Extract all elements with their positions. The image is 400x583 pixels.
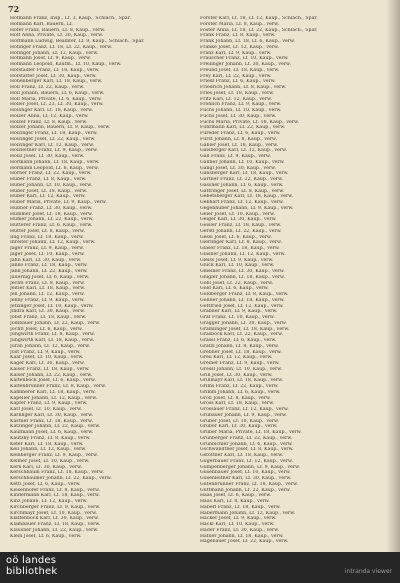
directory-entry: Gierlinger Karl, Lf. 8, Kaup., verw.	[200, 240, 282, 246]
directory-entry: Hörmann Johann, Lf. 18, Kaup., verw.	[10, 159, 100, 165]
directory-entry: Jeitler Karl, Lf. 18, Kaup., verw.	[10, 286, 86, 292]
directory-entry: Karl Josef, Lf. 10, Kaup., verw.	[10, 407, 83, 412]
directory-entry: Klausner Johann, Lf. 22, Kaup., verw.	[10, 527, 99, 533]
directory-entry: Gartner Franz, Lf. 22, Kaup., verw.	[200, 177, 284, 182]
directory-entry: Holzleitner Franz, Lf. 9, Kaup., verw.	[10, 148, 98, 154]
directory-entry: Frey Karl, Lf. 22, Kaup., verw.	[200, 73, 272, 79]
directory-entry: Gusenleitner Karl, Lf. 30, Kaup., verw.	[200, 476, 292, 481]
directory-entry: Jodlbauer Johann, Lf. 22, Kaup., verw.	[10, 320, 101, 326]
directory-entry: Jobst Franz, Lf. 18, Kaup., verw.	[10, 315, 87, 320]
directory-entry: Hofinger Franz, Lf. 18, Lf. 22, Kaup., verw.	[10, 44, 113, 50]
directory-entry: Holl Franz, Lf. 22, Kaup., verw.	[10, 85, 85, 90]
directory-entry: Hofmann Leopold, Kaufm., Lf. 10, Kaup., verw.	[10, 62, 122, 67]
directory-entry: Kammerer Karl, Lf. 18, Kaup., verw.	[10, 389, 96, 395]
directory-entry: Grill Josef, Lf. 30, Kaup., verw.	[200, 372, 273, 378]
directory-entry: Gruber Josef, Lf. 10, Kaup., verw.	[200, 418, 280, 424]
directory-entry: Göbl Josef, Lf. 22, Kaup., verw.	[200, 280, 274, 286]
directory-entry: Grillmayr Karl, Lf. 18, Kaup., verw.	[200, 378, 284, 384]
directory-entry: Keil Johann, Lf. 12, Kaup., verw.	[10, 447, 87, 453]
directory-entry: Kiesenhofer Franz, Lf. 8, Kaup., verw.	[10, 487, 100, 493]
directory-entry: Gerstl Johann, Lf. 22, Kaup., verw.	[200, 228, 282, 234]
directory-entry: Huber Josef, Lf. 18, Kaup., verw.	[10, 188, 88, 194]
logo-line-1: oö landes	[6, 555, 57, 566]
directory-entry: Holzinger Franz, Lf. 18, Kaup., verw.	[10, 131, 98, 136]
directory-entry: Guttmann Johann, Lf. 22, Kaup., verw.	[200, 487, 291, 493]
directory-entry: Hofmann Karl, Bauern, Lf.	[10, 21, 73, 27]
directory-entry: Kapeller Johann, Lf. 12, Kaup., verw.	[10, 395, 98, 401]
directory-entry: Kapfer Franz, Lf. 9, Kaup., verw.	[10, 401, 88, 407]
directory-entry: Huber Franz, Lf. 8, Kaup., verw.	[10, 177, 87, 182]
library-logo[interactable]	[6, 555, 86, 577]
directory-entry: Hummer Josef, Lf. 18, Kaup., verw.	[10, 211, 93, 217]
directory-entry: Kettl Josef, Lf. 6, Kaup., verw.	[10, 481, 81, 487]
directory-entry: Fries Josef, Lf. 18, Kaup., verw.	[200, 90, 275, 96]
directory-entry: Kirchberger Franz, Lf. 9, Kaup., verw.	[10, 504, 101, 510]
directory-entry: Kager Karl, Lf. 30, Kaup., verw.	[10, 361, 85, 366]
directory-entry: Hörmann Leopold, Lf. 6, Kaup., verw.	[10, 165, 99, 171]
directory-entry: Grebner Josef, Lf. 18, Kaup., verw.	[200, 349, 282, 355]
directory-entry: Frank Franz, Lf. 8, Kaup., verw.	[200, 33, 276, 39]
directory-entry: Greil Karl, Lf. 12, Kaup., verw.	[200, 355, 273, 361]
directory-entry: Geisler Franz, Lf. 18, Kaup., verw.	[200, 223, 282, 228]
directory-entry: Frank Johann, Lf. 18, Lf. 6, Kaup., verw.	[200, 39, 295, 44]
directory-entry: Glaser Franz, Lf. 18, Kaup., verw.	[200, 246, 280, 251]
directory-entry: Hofmann Josef, Lf. 9, Kaup., verw.	[10, 56, 91, 62]
directory-entry: Graf Franz, Lf. 10, Kaup., verw.	[200, 315, 275, 320]
directory-entry: Kaltenbrunner Franz, Lf. 8, Kaup., verw.	[10, 384, 107, 389]
directory-entry: Geiger Karl, Lf. 30, Kaup., verw.	[200, 217, 277, 223]
directory-entry: Grünbichler Johann, Lf. 6, Kaup., verw.	[200, 441, 293, 447]
directory-entry: Hofstätter Josef, Lf. 30, Kaup., verw.	[10, 73, 97, 79]
directory-entry: Holzinger Josef, Lf. 22, Kaup., verw.	[10, 136, 96, 142]
directory-entry: Grossauer Franz, Lf. 12, Kaup., verw.	[200, 407, 289, 412]
directory-entry: Foster Anna, Lf. 18, Lf. 22, Kaup., Schlach., Spar.	[200, 27, 318, 33]
directory-entry: Holler Josef, Lf. 23, Lf. 30, Kaup., verw.	[10, 102, 104, 108]
directory-entry: Hagenauer Josef, Lf. 22, Kaup., verw.	[200, 539, 289, 545]
logo-line-2: bibliothek	[6, 566, 58, 577]
directory-entry: Holzer Franz, Lf. 8, Kaup., verw.	[10, 119, 88, 125]
directory-entry: Kastner Franz, Lf. 18, Kaup., verw.	[10, 418, 93, 424]
directory-entry: Jäger Josef, Lf. 10, Kaup., verw.	[10, 251, 85, 257]
directory-entry: Gollner Johann, Lf. 18, Kaup., verw.	[200, 297, 285, 303]
left-column	[10, 16, 188, 539]
directory-entry: Franz Karl, Lf. 9, Kaup., verw.	[200, 50, 272, 56]
directory-entry: Fürst Johann, Lf. 8, Kaup., verw.	[200, 136, 277, 142]
directory-entry: Haberl Franz, Lf. 18, Kaup., verw.	[200, 504, 281, 510]
directory-entry: Gross Karl, Lf. 18, Kaup., verw.	[200, 401, 275, 407]
directory-entry: Freund Josef, Lf. 18, Kaup., verw.	[200, 67, 280, 73]
directory-entry: Kerschbaum Franz, Lf. 18, Kaup., verw.	[10, 470, 104, 476]
directory-entry: Grünberger Franz, Lf. 22, Kaup., verw.	[200, 435, 293, 441]
directory-entry: Kefer Karl, Lf. 18, Kaup., verw.	[10, 441, 84, 447]
directory-entry: Holzer Johann, Bauern, Lf. 9, Kaup., verw.	[10, 125, 111, 131]
directory-entry: Hutter Josef, Lf. 8, Kaup., verw.	[10, 228, 85, 234]
directory-entry: Keinberger Franz, Lf. 9, Kaup., verw.	[10, 453, 99, 458]
directory-entry: Holl Johann, Bauern, Lf. 6, Kaup., verw.	[10, 90, 105, 96]
directory-entry: Holzinger Karl, Lf. 12, Kaup., verw.	[10, 142, 95, 148]
directory-entry: Fröhlich Franz, Lf. 9, Kaup., verw.	[200, 102, 282, 108]
directory-entry: Fuchs Maria, Private, Lf. 18, Kaup., verw.	[200, 119, 300, 125]
directory-entry: Gold Karl, Lf. 6, Kaup., verw.	[200, 286, 269, 292]
directory-entry: Gansberger Karl, Lf. 18, Kaup., verw.	[200, 171, 289, 177]
directory-entry: Friedrich Johann, Lf. 8, Kaup., verw.	[200, 85, 287, 90]
directory-entry: Gessl Josef, Lf. 6, Kaup., verw.	[200, 234, 272, 240]
directory-entry: Gutenbrunner Franz, Lf. 18, Kaup., verw.	[200, 481, 299, 487]
directory-entry: Hutterer Franz, Lf. 6, Kaup., verw.	[10, 223, 93, 228]
directory-entry: Karlinger Karl, Lf. 30, Kaup., verw.	[10, 412, 94, 418]
directory-entry: Hörner Franz, Lf. 22, Kaup., verw.	[10, 171, 92, 177]
directory-entry: Jetzinger Josef, Lf. 10, Kaup., verw.	[10, 303, 94, 309]
directory-entry: Gmeiner Franz, Lf. 30, Kaup., verw.	[200, 269, 285, 274]
directory-entry: Kaiser Johann, Lf. 22, Kaup., verw.	[10, 372, 93, 378]
directory-entry: Gragger Johann, Lf. 30, Kaup., verw.	[200, 320, 287, 326]
directory-entry: Jauernig Josef, Lf. 6, Kaup., verw.	[10, 274, 90, 280]
directory-entry: Kindermann Karl, Lf. 18, Kaup., verw.	[10, 493, 100, 499]
directory-entry: Gangl Josef, Lf. 30, Kaup., verw.	[200, 165, 277, 171]
directory-entry: Gall Franz, Lf. 9, Kaup., verw.	[200, 154, 271, 159]
directory-entry: Gassner Johann, Lf. 6, Kaup., verw.	[200, 182, 284, 188]
directory-entry: Glasner Johann, Lf. 12, Kaup., verw.	[200, 251, 286, 257]
directory-entry: Kaar Josef, Lf. 10, Kaup., verw.	[10, 355, 84, 361]
directory-entry: Hofstadler Franz, Lf. 18, Kaup., verw.	[10, 67, 100, 73]
directory-entry: Janko Franz, Lf. 18, Kaup., verw.	[10, 263, 88, 269]
directory-entry: Klein Josef, Lf. 6, Kaup., verw.	[10, 533, 82, 539]
directory-entry: Gebetsberger Karl, Lf. 18, Kaup., verw.	[200, 194, 294, 200]
directory-entry: Huber Karl, Lf. 12, Kaup., verw.	[10, 194, 86, 200]
directory-entry: Jindra Karl, Lf. 30, Kaup., verw.	[10, 309, 86, 315]
directory-entry: Gebhart Franz, Lf. 12, Kaup., verw.	[200, 200, 284, 205]
directory-entry: Greiner Franz, Lf. 9, Kaup., verw.	[200, 361, 280, 366]
directory-entry: Kern Karl, Lf. 30, Kaup., verw.	[10, 464, 83, 470]
directory-entry: Glück Karl, Lf. 10, Kaup., verw.	[200, 263, 275, 269]
directory-entry: Grasböck Karl, Lf. 22, Kaup., verw.	[200, 332, 284, 338]
directory-entry: Kaltenböck Josef, Lf. 6, Kaup., verw.	[10, 378, 96, 384]
directory-entry: Friedl Franz, Lf. 6, Kaup., verw.	[200, 79, 276, 85]
directory-entry: Hackl Karl, Lf. 10, Kaup., verw.	[200, 522, 275, 527]
directory-entry: Gumpenberger Johann, Lf. 9, Kaup., verw.	[200, 464, 301, 470]
directory-entry: Fuhrmann Karl, Lf. 22, Kaup., verw.	[200, 125, 286, 131]
directory-entry: Gramlinger Josef, Lf. 18, Kaup., verw.	[200, 326, 290, 332]
directory-entry: Gruber Karl, Lf. 30, Kaup., verw.	[200, 424, 278, 430]
directory-entry: Fuchs Johann, Lf. 10, Kaup., verw.	[200, 108, 282, 113]
directory-entry: Goldberger Franz, Lf. 8, Kaup., verw.	[200, 292, 289, 297]
directory-entry: Kirchmayr Josef, Lf. 10, Kaup., verw.	[10, 510, 98, 516]
directory-entry: Inreiter Johann, Lf. 12, Kaup., verw.	[10, 240, 96, 246]
viewer-label[interactable]: intranda viewer	[344, 568, 392, 575]
directory-entry: Jöchtl Josef, Lf. 6, Kaup., verw.	[10, 326, 83, 332]
directory-entry: Gallner Johann, Lf. 10, Kaup., verw.	[200, 159, 285, 165]
directory-entry: Gstöttner Karl, Lf. 18, Kaup., verw.	[200, 453, 284, 458]
directory-entry: Klambauer Franz, Lf. 18, Kaup., verw.	[10, 522, 101, 527]
directory-entry: Gusenbauer Josef, Lf. 10, Kaup., verw.	[200, 470, 291, 476]
directory-entry: Geier Josef, Lf. 10, Kaup., verw.	[200, 211, 276, 217]
directory-entry: Gressl Johann, Lf. 10, Kaup., verw.	[200, 366, 283, 372]
directory-entry: Freilinger Johann, Lf. 30, Kaup., verw.	[200, 62, 291, 67]
directory-entry: Haas Josef, Lf. 6, Kaup., verw.	[200, 493, 272, 499]
directory-entry: Juran Johann, Lf. 12, Kaup., verw.	[10, 343, 91, 349]
directory-entry: Gschwandtner Josef, Lf. 8, Kaup., verw.	[200, 447, 294, 453]
directory-entry: Hacker Josef, Lf. 9, Kaup., verw.	[200, 516, 277, 522]
directory-entry: Grubauer Johann, Lf. 9, Kaup., verw.	[200, 412, 287, 418]
directory-entry: Gaisberger Karl, Lf. 12, Kaup., verw.	[200, 148, 288, 154]
directory-entry: Gratzl Johann, Lf. 8, Kaup., verw.	[200, 343, 279, 349]
directory-entry: Franke Josef, Lf. 12, Kaup., verw.	[200, 44, 279, 50]
directory-entry: Forster Karl, Lf. 18, Lf. 12, Kaup., Schlach., Spar.	[200, 16, 318, 21]
directory-entry: Klaffenböck Karl, Lf. 30, Kaup., verw.	[10, 516, 99, 522]
directory-entry: Illig Franz, Lf. 18, Kaup., verw.	[10, 234, 84, 240]
directory-entry: Hollinger Karl, Lf. 18, Kaup., verw.	[10, 108, 94, 113]
directory-entry: Hölzl Josef, Lf. 30, Kaup., verw.	[10, 154, 85, 159]
directory-entry: Fritz Karl, Lf. 12, Kaup., verw.	[200, 96, 273, 102]
directory-entry: Kaufmann Josef, Lf. 6, Kaup., verw.	[10, 430, 94, 435]
directory-entry: Jank Johann, Lf. 22, Kaup., verw.	[10, 269, 88, 274]
directory-entry: Frauscher Franz, Lf. 10, Kaup., verw.	[200, 56, 289, 62]
directory-entry: Kellner Josef, Lf. 10, Kaup., verw.	[10, 458, 90, 464]
directory-entry: Fuchs Josef, Lf. 30, Kaup., verw.	[200, 113, 277, 119]
directory-entry: Gottfried Josef, Lf. 12, Kaup., verw.	[200, 303, 284, 309]
directory-entry: Gegenhuber Johann, Lf. 9, Kaup., verw.	[200, 205, 294, 211]
directory-entry: Holl Maria, Private, Lf. 6, Kaup., verw.	[10, 96, 102, 102]
directory-entry: Hofmann Franz, Insp., Lf. 3, Kaup., Schlach., Spar.	[10, 16, 131, 21]
directory-entry: Jäger Franz, Lf. 9, Kaup., verw.	[10, 246, 85, 251]
directory-entry: Gnigler Johann, Lf. 18, Kaup., verw.	[200, 274, 285, 280]
directory-entry: Humer Johann, Lf. 22, Kaup., verw.	[10, 217, 94, 223]
directory-entry: Gröll Josef, Lf. 8, Kaup., verw.	[200, 395, 271, 401]
directory-entry: Gugerbauer Franz, Lf. 12, Kaup., verw.	[200, 458, 293, 464]
directory-entry: Gattringer Josef, Lf. 8, Kaup., verw.	[200, 188, 285, 194]
directory-entry: Forster Maria, Lf. 8, Kaup., verw.	[200, 21, 280, 27]
directory-entry: Jungwirth Franz, Lf. 8, Kaup., verw.	[10, 332, 95, 338]
directory-entry: Grimm Johann, Lf. 6, Kaup., verw.	[200, 389, 281, 395]
directory-entry: Hafner Johann, Lf. 18, Kaup., verw.	[200, 533, 284, 539]
directory-entry: Gleiss Josef, Lf. 9, Kaup., verw.	[200, 257, 274, 263]
directory-entry: Jenny Franz, Lf. 9, Kaup., verw.	[10, 297, 85, 303]
directory-entry: Jungwirth Karl, Lf. 18, Kaup., verw.	[10, 338, 95, 343]
directory-entry: Kaiser Franz, Lf. 18, Kaup., verw.	[10, 366, 90, 372]
directory-entry: Füreder Franz, Lf. 6, Kaup., verw.	[200, 131, 281, 136]
directory-entry: Just Franz, Lf. 9, Kaup., verw.	[10, 349, 81, 355]
directory-entry: Grassl Franz, Lf. 6, Kaup., verw.	[200, 338, 277, 343]
directory-entry: Huber Maria, Private, Lf. 9, Kaup., verw.	[10, 200, 107, 205]
directory-entry: Hoffmann Ludwig, Beamter, Lf. 9, Kaup., Schlach., Spar.	[10, 39, 145, 44]
directory-entry: Jechtl Franz, Lf. 8, Kaup., verw.	[10, 280, 86, 286]
directory-entry: Haas Karl, Lf. 8, Kaup., verw.	[200, 499, 270, 504]
directory-entry: Hoff Anna, Private, Lf. 30, Kaup., verw.	[10, 33, 104, 39]
directory-entry: Habermann Johann, Lf. 12, Kaup., verw.	[200, 510, 296, 516]
directory-entry: Hübner Franz, Lf. 30, Kaup., verw.	[10, 205, 93, 211]
directory-entry: Jell Johann, Lf. 12, Kaup., verw.	[10, 292, 85, 297]
directory-entry: Hofinger Johann, Lf. 12, Kaup., verw.	[10, 50, 99, 56]
directory-entry: Hader Franz, Lf. 30, Kaup., verw.	[200, 527, 280, 533]
page-number: 72	[8, 4, 20, 14]
directory-entry: Gruber Maria, Private, Lf. 18, Kaup., verw.	[200, 430, 302, 435]
directory-entry: Kerschbaumer Johann, Lf. 22, Kaup., verw.	[10, 476, 112, 481]
directory-entry: Kinz Johann, Lf. 12, Kaup., verw.	[10, 499, 88, 504]
directory-entry: Jahn Karl, Lf. 30, Kaup., verw.	[10, 257, 82, 263]
right-column	[200, 16, 378, 545]
directory-entry: Huber Johann, Lf. 10, Kaup., verw.	[10, 182, 93, 188]
directory-entry: Gabler Josef, Lf. 18, Kaup., verw.	[200, 142, 279, 148]
directory-entry: Katzinger Johann, Lf. 22, Kaup., verw.	[10, 424, 101, 430]
directory-entry: Hofer Franz, Bauern, Lf. 8, Kaup., verw.	[10, 27, 106, 33]
directory-entry: Grabner Karl, Lf. 9, Kaup., verw.	[200, 309, 278, 315]
directory-entry: Hohenberger Karl, Lf. 18, Kaup., verw.	[10, 79, 103, 85]
directory-entry: Holzer Anna, Lf. 12, Kaup., verw.	[10, 113, 89, 119]
directory-entry: Grims Franz, Lf. 22, Kaup., verw.	[200, 384, 279, 389]
page-edge-shadow	[386, 0, 400, 552]
directory-entry: Kautzky Franz, Lf. 8, Kaup., verw.	[10, 435, 91, 441]
